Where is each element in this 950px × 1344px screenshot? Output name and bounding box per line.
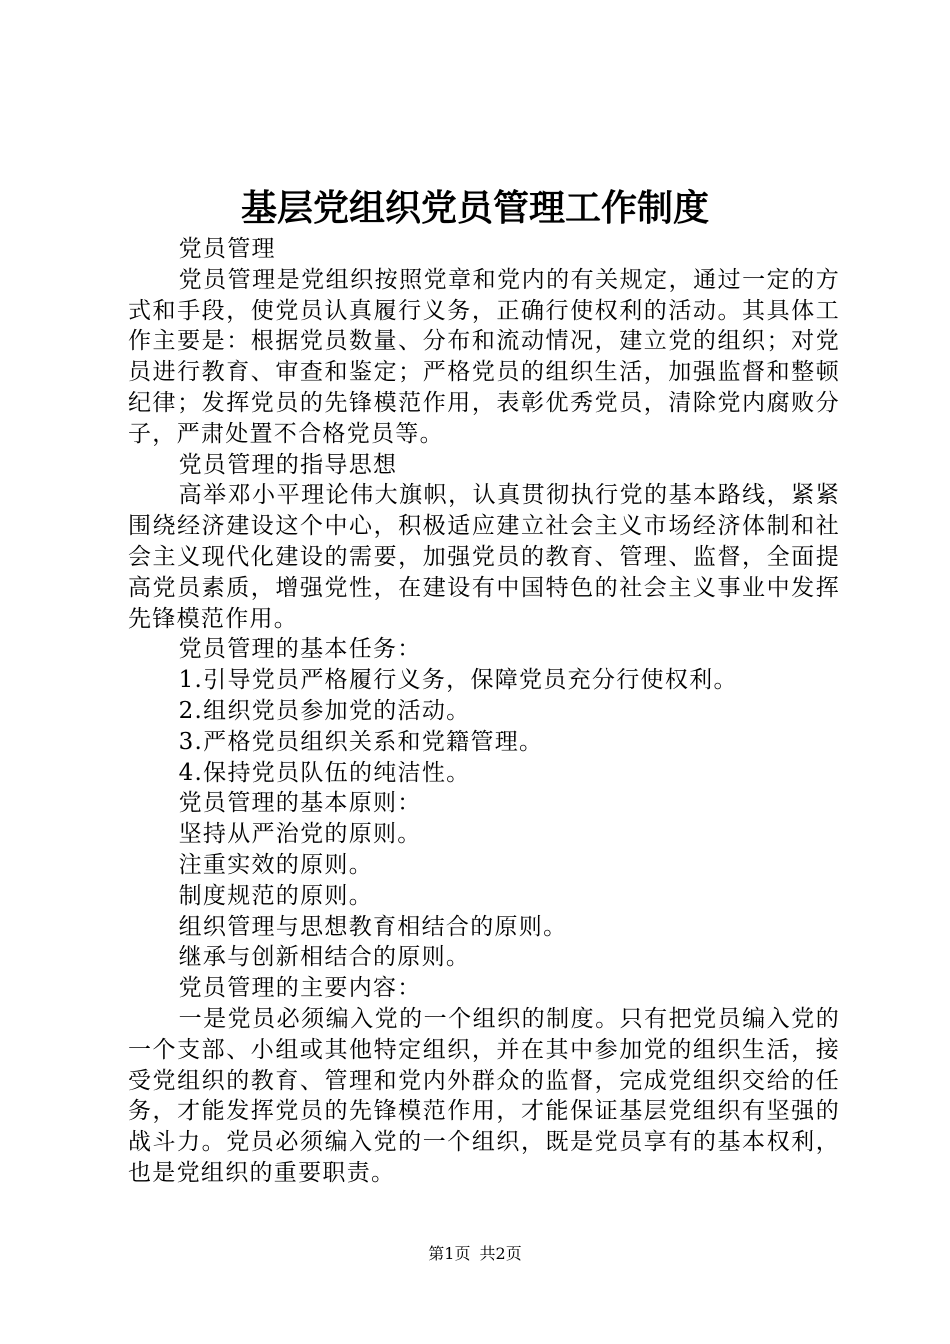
- section-heading: 党员管理的主要内容：: [178, 975, 422, 1002]
- page-footer: [0, 1243, 950, 1265]
- list-item: 注重实效的原则。: [178, 851, 373, 878]
- section-heading: 党员管理的基本任务：: [178, 636, 422, 663]
- list-item: 2.组织党员参加党的活动。: [178, 697, 471, 724]
- list-item: 制度规范的原则。: [178, 882, 373, 909]
- list-item: 1.引导党员严格履行义务，保障党员充分行使权利。: [178, 667, 738, 694]
- section-heading: 党员管理: [178, 236, 276, 262]
- body-paragraph: 一是党员必须编入党的一个组织的制度。只有把党员编入党的一个支部、小组或其他特定组织，并在其中参加党的组织生活，接受党组织的教育、管理和党内外群众的监督，完成党组织交给的任务，才能发挥党员的先锋模范作用，才能保证基层党组织有坚强的战斗力。党员必须编入党的一个组织，既是党员享有的基本权利，也是党组织的重要职责。: [128, 1005, 840, 1186]
- section-heading: 党员管理的基本原则：: [178, 790, 422, 817]
- list-item: 组织管理与思想教育相结合的原则。: [178, 913, 568, 940]
- list-item: 坚持从严治党的原则。: [178, 821, 422, 848]
- page-total: 共2页: [479, 1244, 522, 1263]
- body-paragraph: 高举邓小平理论伟大旗帜，认真贯彻执行党的基本路线，紧紧围绕经济建设这个中心，积极适应建立社会主义市场经济体制和社会主义现代化建设的需要，加强党员的教育、管理、监督，全面提高党员素质，增强党性，在建设有中国特色的社会主义事业中发挥先锋模范作用。: [128, 482, 840, 632]
- document-body: [128, 234, 840, 1189]
- page-number: 第1页: [428, 1244, 471, 1263]
- document-title: 基层党组织党员管理工作制度: [240, 187, 709, 229]
- section-heading: 党员管理的指导思想: [178, 451, 398, 478]
- list-item: 3.严格党员组织关系和党籍管理。: [178, 728, 544, 755]
- list-item: 继承与创新相结合的原则。: [178, 944, 471, 971]
- list-item: 4.保持党员队伍的纯洁性。: [178, 759, 471, 786]
- body-paragraph: 党员管理是党组织按照党章和党内的有关规定，通过一定的方式和手段，使党员认真履行义务，正确行使权利的活动。其具体工作主要是：根据党员数量、分布和流动情况，建立党的组织；对党员进行教育、审查和鉴定；严格党员的组织生活，加强监督和整顿纪律；发挥党员的先锋模范作用，表彰优秀党员，清除党内腐败分子，严肃处置不合格党员等。: [128, 266, 840, 447]
